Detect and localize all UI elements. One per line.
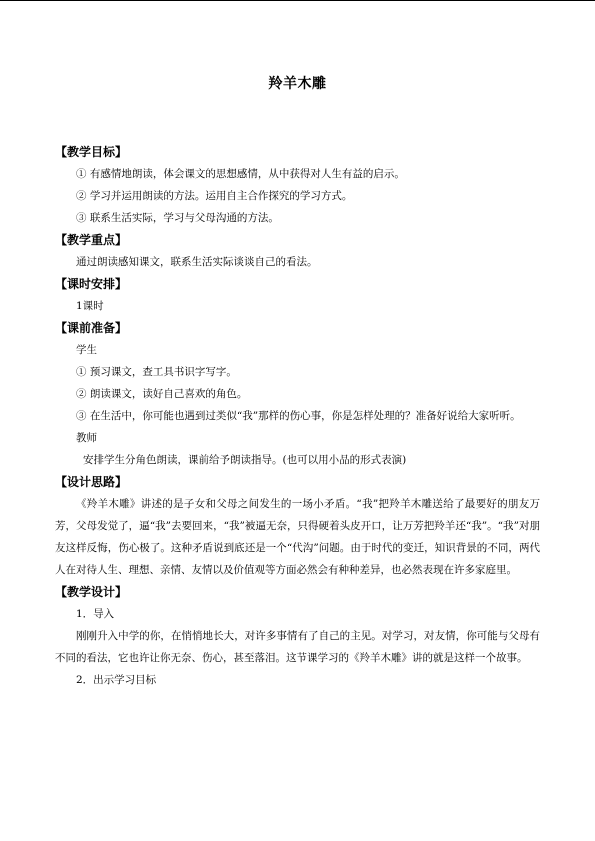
- prep-student-item-2: ② 朗读课文，读好自己喜欢的角色。: [76, 388, 248, 400]
- schedule-text: 1课时: [76, 300, 104, 312]
- step-1-label: 1．导入: [76, 608, 115, 620]
- heading-teaching-design: 【教学设计】: [55, 585, 128, 599]
- heading-schedule: 【课时安排】: [55, 277, 128, 291]
- step-1-text: 刚刚升入中学的你，在悄悄地长大，对许多事情有了自己的主见。对学习，对友情，你可能与父母有不同的看法，它也许让你无奈、伤心，甚至落泪。这节课学习的《羚羊木雕》讲的就是这样一个故事。: [55, 630, 540, 664]
- goal-item-2: ② 学习并运用朗读的方法。运用自主合作探究的学习方式。: [76, 190, 353, 202]
- top-rule: [0, 0, 595, 1]
- goal-item-1: ① 有感情地朗读，体会课文的思想感情，从中获得对人生有益的启示。: [76, 168, 405, 180]
- heading-teaching-focus: 【教学重点】: [55, 233, 128, 247]
- prep-student-label: 学生: [76, 344, 97, 356]
- focus-text: 通过朗读感知课文，联系生活实际谈谈自己的看法。: [76, 256, 318, 268]
- step-2-label: 2．出示学习目标: [76, 674, 157, 686]
- prep-student-item-1: ① 预习课文，查工具书识字写字。: [76, 366, 237, 378]
- document-title: 羚羊木雕: [268, 76, 327, 92]
- prep-teacher-text: 安排学生分角色朗读，课前给予朗读指导。(也可以用小品的形式表演): [83, 454, 407, 466]
- heading-design-idea: 【设计思路】: [55, 475, 128, 489]
- prep-student-item-3: ③ 在生活中，你可能也遇到过类似“我”那样的伤心事，你是怎样处理的？准备好说给大家听听。: [76, 410, 521, 422]
- design-idea-text: 《羚羊木雕》讲述的是子女和父母之间发生的一场小矛盾。“我”把羚羊木雕送给了最要好的朋友万芳，父母发觉了，逼“我”去要回来，“我”被逼无奈，只得硬着头皮开口，让万芳把羚羊还“我”。“我”对朋友这样反悔，伤心极了。这种矛盾说到底还是一个“代沟”问题。由于时代的变迁，知识背景的不同，两代人在对待人生、理想、亲情、友情以及价值观等方面必然会有种种差异，也必然表现在许多家庭里。: [55, 498, 540, 576]
- goal-item-3: ③ 联系生活实际，学习与父母沟通的方法。: [76, 212, 279, 224]
- heading-preparation: 【课前准备】: [55, 321, 128, 335]
- document-body: [55, 141, 540, 691]
- heading-teaching-goals: 【教学目标】: [55, 145, 128, 159]
- prep-teacher-label: 教师: [76, 432, 97, 444]
